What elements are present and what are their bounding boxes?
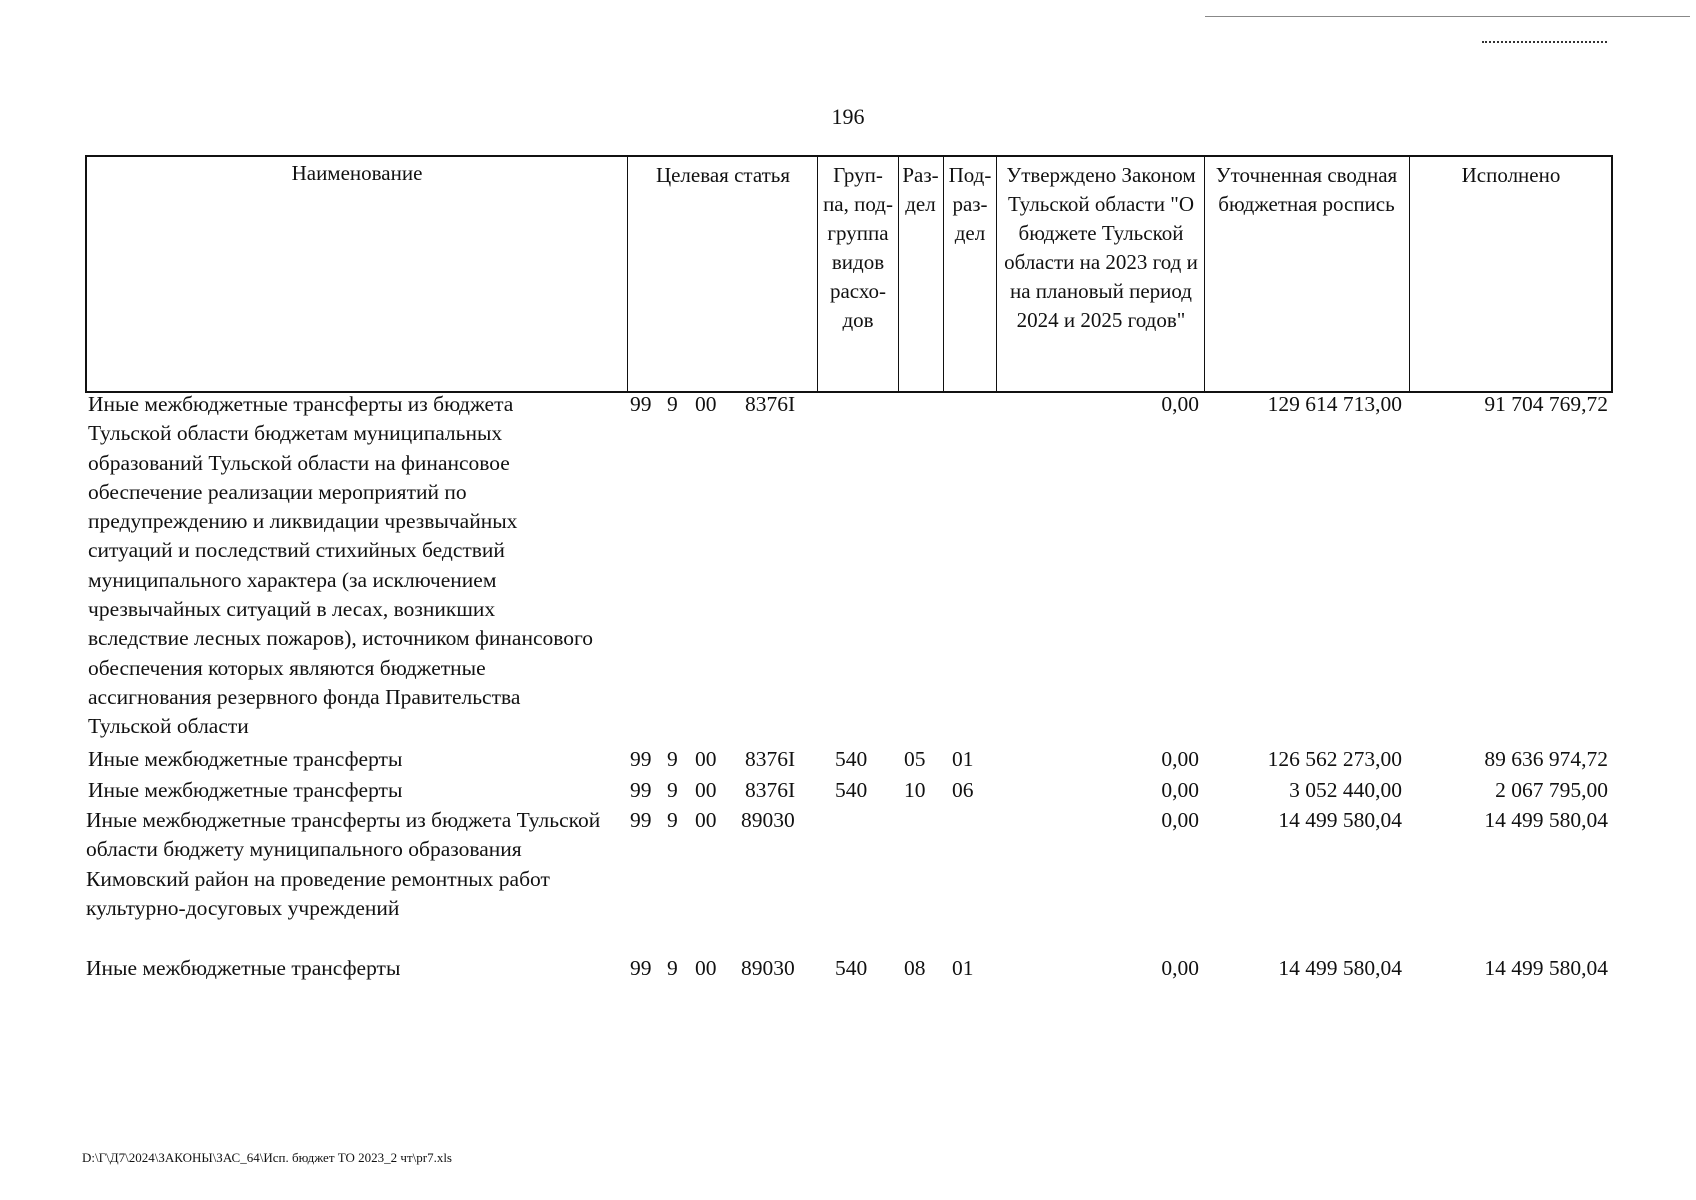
- scan-artifact-line: [1205, 16, 1690, 17]
- refined-value: 3 052 440,00: [1289, 778, 1402, 802]
- target-code-1: 99: [630, 392, 652, 416]
- executed-value: 14 499 580,04: [1484, 956, 1608, 980]
- expense-group: 540: [835, 956, 868, 980]
- section: 05: [904, 747, 926, 771]
- approved-value: 0,00: [1161, 956, 1199, 980]
- header-divider: [627, 157, 628, 391]
- header-name: Наименование: [291, 161, 423, 185]
- target-code-4: 8376I: [745, 778, 796, 802]
- expense-group: 540: [835, 747, 868, 771]
- page-number: 196: [831, 104, 865, 129]
- target-code-4: 8376I: [745, 392, 796, 416]
- target-code-3: 00: [695, 747, 717, 771]
- target-code-4: 89030: [741, 808, 795, 832]
- refined-value: 126 562 273,00: [1267, 747, 1402, 771]
- section: 08: [904, 956, 926, 980]
- table-header: [85, 155, 1613, 393]
- target-code-3: 00: [695, 778, 717, 802]
- subsection: 01: [952, 956, 974, 980]
- executed-value: 2 067 795,00: [1495, 778, 1608, 802]
- refined-value: 14 499 580,04: [1278, 808, 1402, 832]
- header-refined-budget: Уточненная сводная бюджетная роспись: [1215, 163, 1398, 216]
- refined-value: 129 614 713,00: [1267, 392, 1402, 416]
- row-name: Иные межбюджетные трансферты: [88, 747, 403, 771]
- target-code-1: 99: [630, 956, 652, 980]
- executed-value: 14 499 580,04: [1484, 808, 1608, 832]
- header-section: Раз- дел: [902, 163, 939, 216]
- target-code-4: 89030: [741, 956, 795, 980]
- target-code-2: 9: [667, 747, 678, 771]
- executed-value: 89 636 974,72: [1484, 747, 1608, 771]
- header-divider: [996, 157, 997, 391]
- header-executed: Исполнено: [1461, 163, 1561, 187]
- approved-value: 0,00: [1161, 392, 1199, 416]
- target-code-3: 00: [695, 808, 717, 832]
- target-code-3: 00: [695, 956, 717, 980]
- refined-value: 14 499 580,04: [1278, 956, 1402, 980]
- row-name: Иные межбюджетные трансферты из бюджета Тульской области бюджету муниципального образования Кимовский район на проведение ремонтных работ культурно-досуговых учреждений: [86, 808, 601, 920]
- header-divider: [817, 157, 818, 391]
- row-name: Иные межбюджетные трансферты: [88, 778, 403, 802]
- scan-artifact-mark: [1482, 41, 1607, 43]
- expense-group: 540: [835, 778, 868, 802]
- target-code-1: 99: [630, 808, 652, 832]
- target-code-2: 9: [667, 778, 678, 802]
- target-code-4: 8376I: [745, 747, 796, 771]
- subsection: 06: [952, 778, 974, 802]
- header-approved: Утверждено Законом Тульской области "О бюджете Тульской области на 2023 год и на плановый период 2024 и 2025 годов": [1004, 163, 1198, 332]
- target-code-3: 00: [695, 392, 717, 416]
- subsection: 01: [952, 747, 974, 771]
- target-code-2: 9: [667, 392, 678, 416]
- header-subsection: Под- раз- дел: [948, 163, 992, 245]
- file-path-footer: D:\Г\Д7\2024\ЗАКОНЫ\ЗАС_64\Исп. бюджет ТО 2023_2 чт\pr7.xls: [82, 1150, 452, 1165]
- row-name: Иные межбюджетные трансферты: [86, 956, 401, 980]
- target-code-2: 9: [667, 808, 678, 832]
- approved-value: 0,00: [1161, 778, 1199, 802]
- target-code-1: 99: [630, 747, 652, 771]
- header-target-article: Целевая статья: [655, 163, 791, 187]
- target-code-1: 99: [630, 778, 652, 802]
- executed-value: 91 704 769,72: [1484, 392, 1608, 416]
- approved-value: 0,00: [1161, 808, 1199, 832]
- target-code-2: 9: [667, 956, 678, 980]
- header-expense-group: Груп- па, под- группа видов расхо- дов: [823, 163, 893, 332]
- header-divider: [1409, 157, 1410, 391]
- approved-value: 0,00: [1161, 747, 1199, 771]
- section: 10: [904, 778, 926, 802]
- row-name: Иные межбюджетные трансферты из бюджета Тульской области бюджетам муниципальных образований Тульской области на финансовое обеспечение реализации мероприятий по предупреждению и ликвидации чрезвычайных ситуаций и последствий стихийных бедствий муниципального характера (за исключением чрезвычайных ситуаций в лесах, возникших вследствие лесных пожаров), источником финансового обеспечения которых являются бюджетные ассигнования резервного фонда Правительства Тульской области: [88, 392, 594, 739]
